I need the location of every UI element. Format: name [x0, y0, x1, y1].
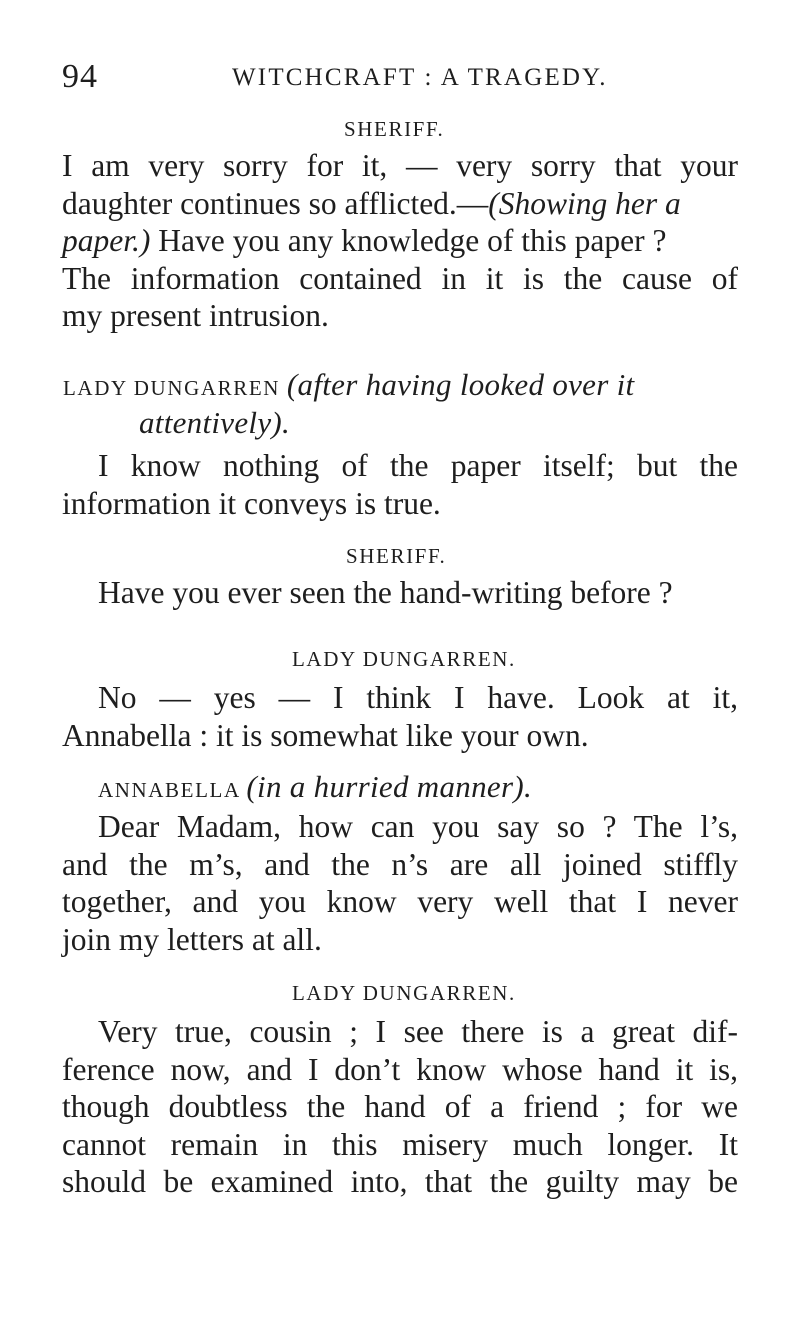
text-line: I am very sorry for it, — very sorry that your — [62, 148, 738, 183]
speech-paragraph — [62, 808, 738, 958]
text-line: ference now, and I don’t know whose hand it is, — [62, 1051, 738, 1087]
text-line: Annabella : it is somewhat like your own. — [62, 717, 589, 753]
speech-paragraph — [62, 679, 738, 754]
page-number: 94 — [62, 58, 98, 95]
speaker-heading-with-direction — [63, 367, 634, 403]
speaker-heading: LADY DUNGARREN. — [292, 647, 516, 671]
text-line: information it conveys is true. — [62, 485, 441, 521]
text-line: my present intrusion. — [62, 298, 329, 333]
text-line: should be examined into, that the guilty may be — [62, 1164, 738, 1199]
text-line: The information contained in it is the cause of — [62, 260, 738, 296]
text-line: I know nothing of the paper itself; but the — [98, 448, 738, 483]
stage-direction: (after having looked over it — [286, 367, 635, 402]
speaker-heading-with-direction — [98, 769, 532, 805]
running-head-title: WITCHCRAFT : A TRAGEDY. — [232, 64, 608, 91]
speaker-heading: SHERIFF. — [346, 544, 447, 568]
text-line: Very true, cousin ; I see there is a great dif- — [98, 1014, 738, 1049]
speaker-heading: LADY DUNGARREN. — [292, 981, 516, 1005]
speech-paragraph — [62, 1013, 738, 1201]
stage-direction: paper.) — [62, 223, 151, 258]
text-line: No — yes — I think I have. Look at it, — [98, 680, 738, 715]
speaker-heading: SHERIFF. — [344, 117, 445, 141]
text-line: join my letters at all. — [62, 921, 322, 957]
text-line: cannot remain in this misery much longer. It — [62, 1126, 738, 1162]
running-head — [62, 58, 738, 98]
text-line: together, and you know very well that I never — [62, 884, 738, 919]
text-line: daughter continues so afflicted.—(Showing her a — [62, 185, 681, 221]
speaker-name: ANNABELLA — [98, 778, 240, 802]
text-fragment: daughter continues so afflicted. — [62, 185, 457, 221]
text-line: Have you ever seen the hand-writing before ? — [98, 575, 673, 610]
stage-direction: (in a hurried manner). — [246, 769, 532, 804]
text-line — [62, 222, 738, 260]
text-line: Dear Madam, how can you say so ? The l’s, — [98, 809, 738, 844]
speech-paragraph — [62, 447, 738, 522]
text-line: and the m’s, and the n’s are all joined stiffly — [62, 846, 738, 882]
text-fragment: Have you any knowledge of this paper ? — [150, 223, 667, 258]
stage-direction: (Showing her a — [488, 185, 681, 221]
speaker-name: LADY DUNGARREN — [63, 376, 281, 400]
speech-paragraph — [62, 147, 738, 335]
stage-direction-continued: attentively). — [139, 405, 291, 440]
text-line: though doubtless the hand of a friend ; for we — [62, 1089, 738, 1124]
speech-paragraph — [98, 574, 738, 612]
